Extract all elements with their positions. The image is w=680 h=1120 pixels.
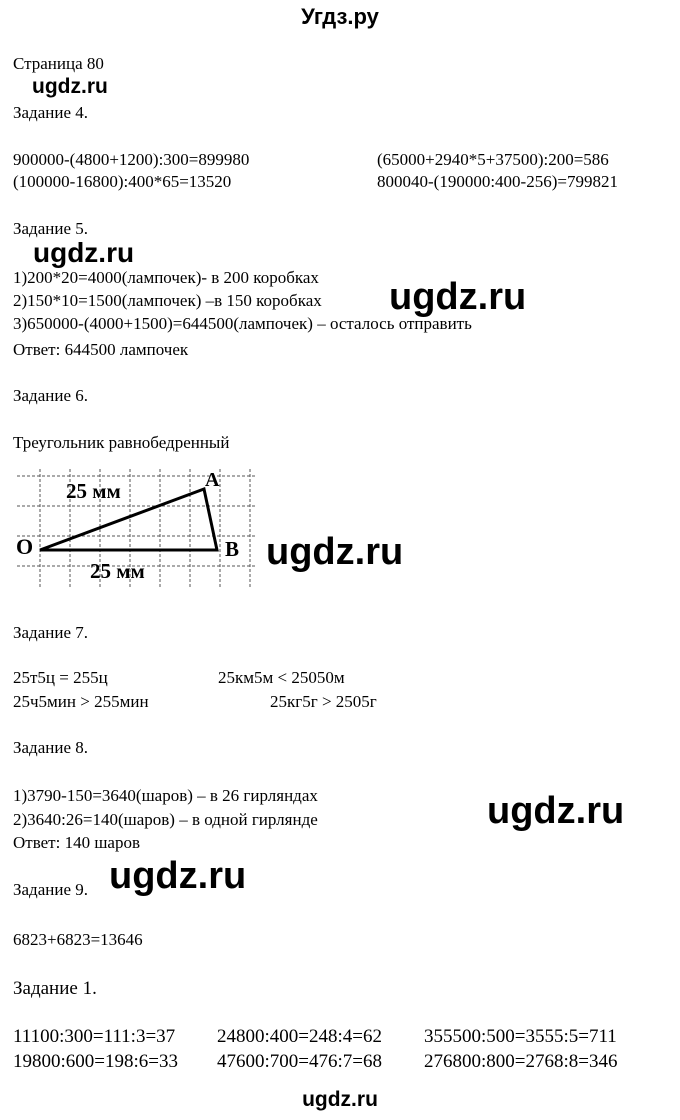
watermark: ugdz.ru [109,855,247,897]
side-oa-label: 25 мм [66,479,121,503]
task8-line: 2)3640:26=140(шаров) – в одной гирлянде [13,810,318,829]
triangle-figure [12,464,262,592]
task6-title: Задание 6. [13,386,88,405]
task4-line: 900000-(4800+1200):300=899980 [13,150,250,169]
task4-line: 800040-(190000:400-256)=799821 [377,172,618,191]
task6-caption: Треугольник равнобедренный [13,433,230,452]
task1-title: Задание 1. [13,978,97,999]
task8-title: Задание 8. [13,738,88,757]
footer-link[interactable]: ugdz.ru [302,1088,378,1111]
task5-line: 3)650000-(4000+1500)=644500(лампочек) – осталось отправить [13,314,472,333]
task9-title: Задание 9. [13,880,88,899]
task9-line: 6823+6823=13646 [13,930,143,949]
watermark: ugdz.ru [389,276,527,318]
page-label: Страница 80 [13,54,104,73]
task1-line: 47600:700=476:7=68 [217,1051,382,1072]
task1-line: 355500:500=3555:5=711 [424,1026,617,1047]
task8-answer: Ответ: 140 шаров [13,833,140,852]
watermark: ugdz.ru [487,790,625,832]
task5-answer: Ответ: 644500 лампочек [13,340,189,359]
task4-line: (100000-16800):400*65=13520 [13,172,232,191]
task8-line: 1)3790-150=3640(шаров) – в 26 гирляндах [13,786,318,805]
task5-line: 1)200*20=4000(лампочек)- в 200 коробках [13,268,319,287]
point-o-label: O [16,534,34,559]
task1-line: 24800:400=248:4=62 [217,1026,382,1047]
task5-title: Задание 5. [13,219,88,238]
watermark: ugdz.ru [32,75,108,98]
side-ob-label: 25 мм [90,559,145,583]
task4-line: (65000+2940*5+37500):200=586 [377,150,609,169]
task1-line: 11100:300=111:3=37 [13,1026,176,1047]
task7-title: Задание 7. [13,623,88,642]
task7-line: 25км5м < 25050м [218,668,345,687]
point-a-label: A [205,469,220,491]
task4-title: Задание 4. [13,103,88,122]
watermark: ugdz.ru [266,531,404,573]
task7-line: 25ч5мин > 255мин [13,692,149,711]
task7-line: 25т5ц = 255ц [13,668,108,687]
task7-line: 25кг5г > 2505г [270,692,377,711]
task1-line: 19800:600=198:6=33 [13,1051,178,1072]
watermark: ugdz.ru [33,237,135,268]
task5-line: 2)150*10=1500(лампочек) –в 150 коробках [13,291,322,310]
task1-line: 276800:800=2768:8=346 [424,1051,618,1072]
point-b-label: B [225,537,240,561]
site-title: Угдз.ру [301,4,379,29]
